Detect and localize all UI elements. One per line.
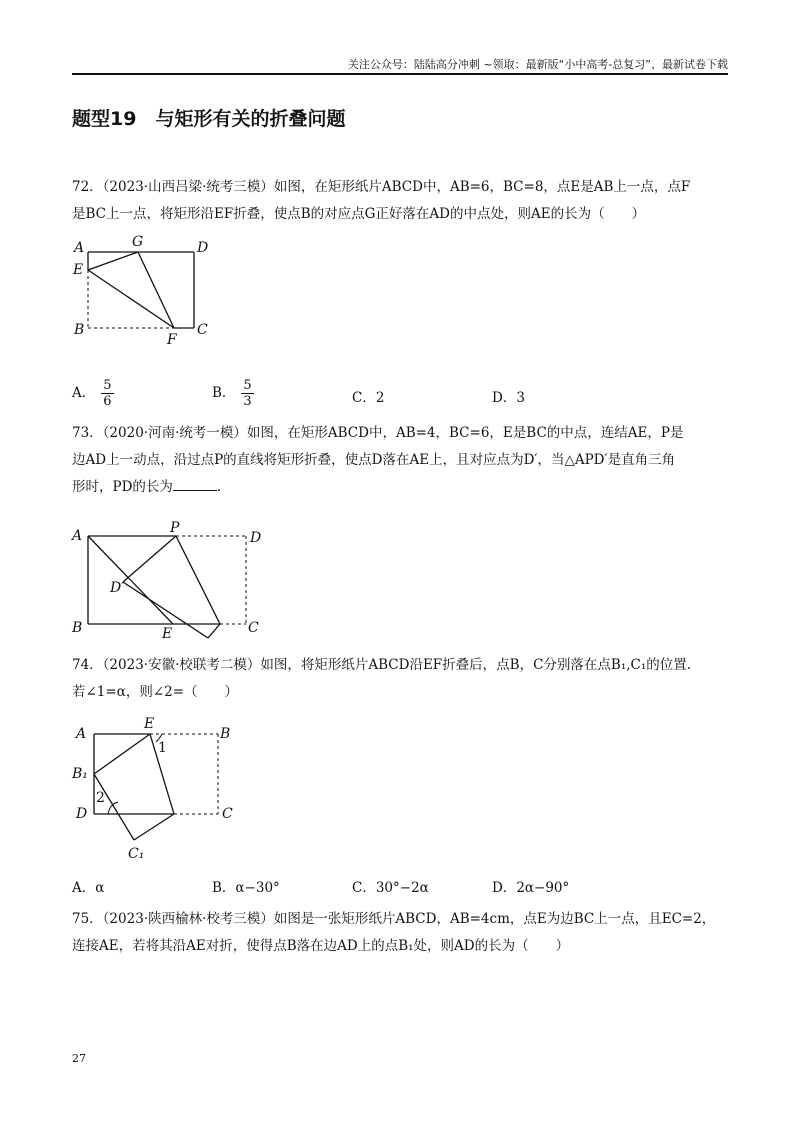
q73-line-3: [72, 474, 732, 501]
page-header: 关注公众号：陆陆高分冲刺 ~领取：最新版“小中高考-总复习”、最新试卷下载: [347, 58, 728, 71]
q74-figure: [68, 712, 248, 866]
q72-figure: [70, 232, 220, 354]
q72-option-a-fraction: [101, 378, 113, 409]
q72-label-c: C: [197, 322, 208, 338]
q72-label-f: F: [167, 332, 177, 348]
q74-diagram: [68, 712, 248, 862]
q74-label-a: A: [76, 726, 87, 742]
header-rule: [72, 73, 728, 75]
q72-option-a-label: A．: [72, 385, 96, 401]
q74-label-angle-1: 1: [158, 740, 167, 756]
q72-option-b[interactable]: [212, 378, 254, 409]
q72-options: [72, 378, 732, 408]
q73-line-2: 边AD上一动点，沿过点P的直线将矩形折叠，使点D落在AE上，且对应点为D′，当△APD′是直角三角: [72, 452, 676, 468]
q72-option-a-denominator: 6: [103, 394, 112, 409]
q73-label-b: B: [72, 620, 83, 636]
q74-label-c1: C₁: [128, 846, 145, 862]
q74-option-d[interactable]: D．2α−90°: [492, 880, 570, 896]
q72-label-a: A: [74, 240, 85, 256]
question-75: [72, 906, 732, 960]
q72-label-b: B: [74, 322, 85, 338]
q74-option-c[interactable]: C．30°−2α: [352, 880, 429, 896]
q72-label-d: D: [197, 240, 209, 256]
q72-label-e: E: [73, 262, 84, 278]
q74-line-2: 若∠1=α，则∠2=（ ）: [72, 684, 239, 700]
q73-answer-blank[interactable]: [173, 476, 217, 491]
q72-option-b-label: B．: [212, 385, 236, 401]
section-title: 题型19 与矩形有关的折叠问题: [72, 108, 346, 130]
q72-option-b-fraction: [241, 378, 253, 409]
q73-figure: [68, 520, 278, 652]
q74-label-angle-2: 2: [96, 790, 105, 806]
q74-option-b[interactable]: B．α−30°: [212, 880, 280, 896]
question-74: [72, 652, 732, 706]
q72-line-1: 72．（2023·山西吕梁·统考三模）如图，在矩形纸片ABCD中，AB=6，BC=8，点E是AB上一点，点F: [72, 179, 691, 195]
q74-label-c: C: [222, 806, 233, 822]
q72-line-2: 是BC上一点，将矩形沿EF折叠，使点B的对应点G正好落在AD的中点处，则AE的长为（ ）: [72, 206, 646, 222]
page-number: 27: [72, 1052, 86, 1065]
q75-line-2: 连接AE，若将其沿AE对折，使得点B落在边AD上的点B₁处，则AD的长为（ ）: [72, 938, 570, 954]
q73-label-c: C: [248, 620, 259, 636]
q73-label-a: A: [72, 528, 83, 544]
question-73: [72, 420, 732, 501]
question-72: [72, 174, 732, 228]
q72-diagram: [70, 232, 220, 350]
q73-label-p: P: [170, 520, 180, 536]
q73-diagram: [68, 520, 278, 648]
q72-label-g: G: [132, 234, 144, 250]
q73-line-1: 73．（2020·河南·统考一模）如图，在矩形ABCD中，AB=4，BC=6，E是BC的中点，连结AE，P是: [72, 425, 684, 441]
q72-option-a-numerator: 5: [103, 378, 112, 393]
q74-options: [72, 876, 732, 906]
q72-option-b-denominator: 3: [243, 394, 252, 409]
q73-label-e: E: [162, 626, 173, 642]
q72-option-d[interactable]: D．3: [492, 390, 525, 406]
q74-label-d: D: [76, 806, 88, 822]
q73-line-3-end: .: [216, 479, 222, 495]
q73-line-3-text: 形时，PD的长为: [72, 479, 173, 495]
q72-option-c[interactable]: C．2: [352, 390, 385, 406]
q75-line-1: 75．（2023·陕西榆林·校考三模）如图是一张矩形纸片ABCD，AB=4cm，点E为边BC上一点，且EC=2，: [72, 911, 716, 927]
q74-label-b: B: [220, 726, 231, 742]
q72-option-b-numerator: 5: [243, 378, 252, 393]
q74-line-1: 74．（2023·安徽·校联考二模）如图，将矩形纸片ABCD沿EF折叠后，点B，C分别落在点B₁,C₁的位置.: [72, 657, 692, 673]
q73-label-d: D: [250, 530, 262, 546]
q74-option-a[interactable]: A．α: [72, 880, 105, 896]
q72-option-a[interactable]: [72, 378, 114, 409]
q74-label-b1: B₁: [72, 766, 88, 782]
q73-label-d-prime: D′: [110, 580, 125, 596]
q74-label-e: E: [144, 716, 155, 732]
